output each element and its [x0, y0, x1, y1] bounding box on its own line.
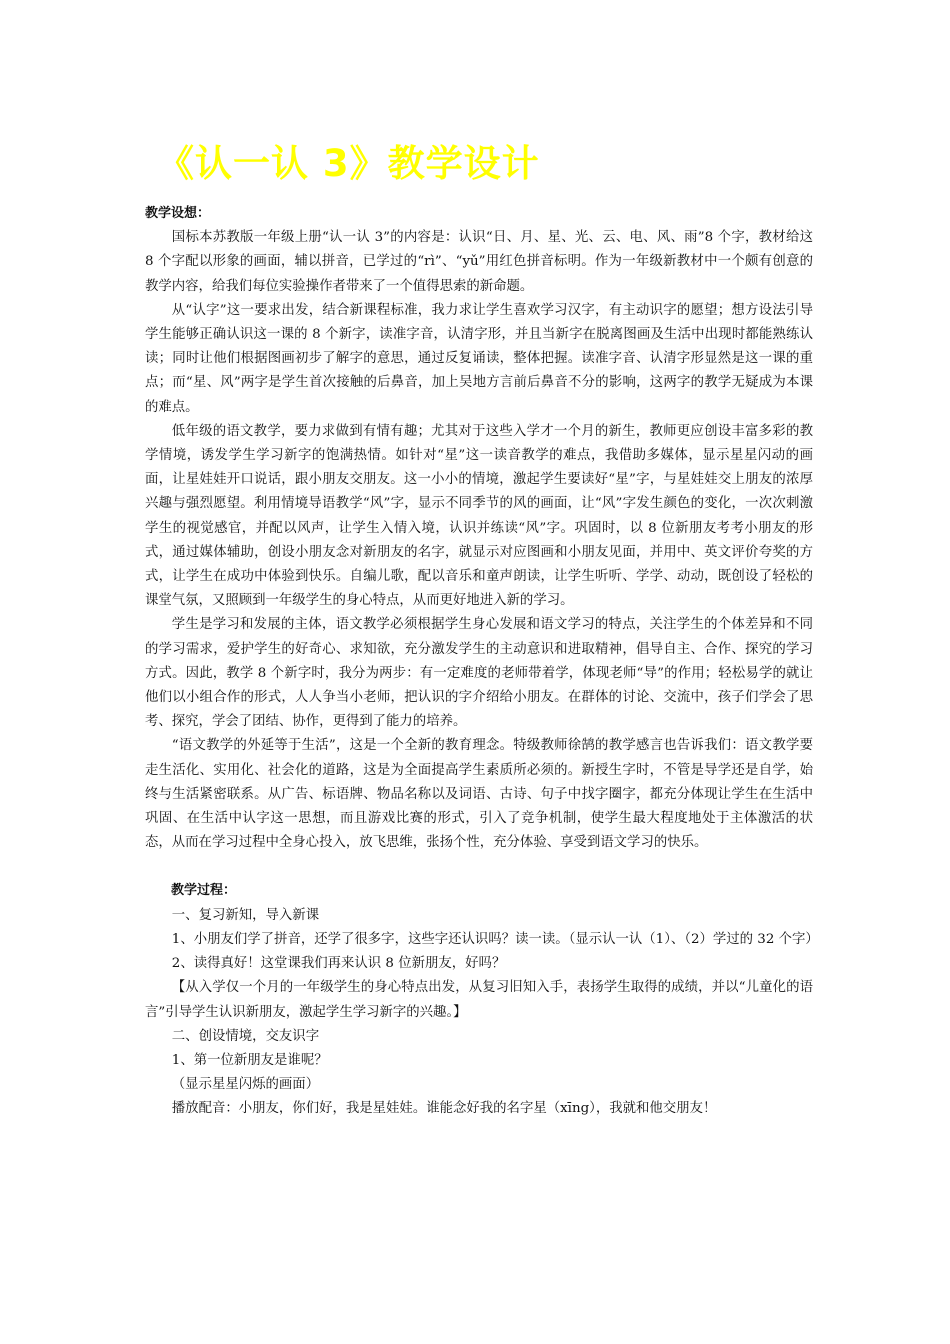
- paragraph: 学生是学习和发展的主体，语文教学必须根据学生身心发展和语文学习的特点，关注学生的个体差异和不同的学习需求，爱护学生的好奇心、求知欲，充分激发学生的主动意识和进取精神，倡导自主、合作、探究的学习方式。因此，教学 8 个新字时，我分为两步：有一定难度的老师带着学，体现老师“导”的作用；轻松易学的就让他们以小组合作的形式，人人争当小老师，把认识的字介绍给小朋友。在群体的讨论、交流中，孩子们学会了思考、探究，学会了团结、协作，更得到了能力的培养。: [145, 617, 813, 730]
- paragraph: 低年级的语文教学，要力求做到有情有趣；尤其对于这些入学才一个月的新生，教师更应创设丰富多彩的教学情境，诱发学生学习新字的饱满热情。如针对“星”这一读音教学的难点，我借助多媒体，显示星星闪动的画面，让星娃娃开口说话，跟小朋友交朋友。这一小小的情境，激起学生要读好“星”字，与星娃娃交上朋友的浓厚兴趣与强烈愿望。利用情境导语教学“风”字，显示不同季节的风的画面，让“风”字发生颜色的变化，一次次刺激学生的视觉感官，并配以风声，让学生入情入境，认识并练读“风”字。巩固时，以 8 位新朋友考考小朋友的形式，通过媒体辅助，创设小朋友念对新朋友的名字，就显示对应图画和小朋友见面，并用中、英文评价夸奖的方式，让学生在成功中体验到快乐。自编儿歌，配以音乐和童声朗读，让学生听听、学学、动动，既创设了轻松的课堂气氛，又照顾到一年级学生的身心特点，从而更好地进入新的学习。: [145, 423, 813, 609]
- section-heading-design: 教学设想：: [145, 206, 211, 221]
- paragraph: 从“认字”这一要求出发，结合新课程标准，我力求让学生喜欢学习汉字，有主动识字的愿望；想方设法引导学生能够正确认识这一课的 8 个新字，读准字音，认清字形，并且当新字在脱离图画及生活中出现时都能熟练认读；同时让他们根据图画初步了解字的意思，通过反复诵读，整体把握。读准字音、认清字形显然是这一课的重点；而“星、风”两字是学生首次接触的后鼻音，加上吴地方言前后鼻音不分的影响，这两字的教学无疑成为本课的难点。: [145, 302, 813, 415]
- document-page: [145, 140, 819, 1122]
- document-title: 《认一认 3》教学设计: [157, 142, 540, 185]
- spacer: [145, 855, 813, 879]
- process-step: 二、创设情境，交友识字: [171, 1028, 320, 1044]
- process-step: 播放配音：小朋友，你们好，我是星娃娃。谁能念好我的名字星（xīng），我就和他交朋友！: [171, 1101, 717, 1117]
- process-step: 1、第一位新朋友是谁呢？: [171, 1052, 328, 1068]
- paragraph: “语文教学的外延等于生活”，这是一个全新的教育理念。特级教师徐鹄的教学感言也告诉我们：语文教学要走生活化、实用化、社会化的道路，这是为全面提高学生素质所必须的。新授生字时，不管是导学还是自学，始终与生活紧密联系。从广告、标语牌、物品名称以及词语、古诗、句子中找字圈字，都充分体现让学生在生活中巩固、在生活中认字这一思想，而且游戏比赛的形式，引入了竞争机制，使学生最大程度地处于主体激活的状态，从而在学习过程中全身心投入，放飞思维，张扬个性，充分体验、享受到语文学习的快乐。: [145, 738, 813, 851]
- process-step: 2、读得真好！这堂课我们再来认识 8 位新朋友，好吗？: [171, 956, 506, 972]
- process-step: 1、小朋友们学了拼音，还学了很多字，这些字还认识吗？读一读。（显示认一认（1）、（2）学过的 32 个字）: [171, 931, 819, 947]
- section-heading-process: 教学过程：: [171, 883, 237, 899]
- process-step: 一、复习新知，导入新课: [171, 907, 320, 923]
- paragraph: 国标本苏教版一年级上册“认一认 3”的内容是：认识“日、月、星、光、云、电、风、雨”8 个字，教材给这 8 个字配以形象的画面，辅以拼音，已学过的“rì”、“yǔ”用红色拼音标明。作为一年级新教材中一个颇有创意的教学内容，给我们每位实验操作者带来了一个值得思索的新命题。: [145, 230, 813, 294]
- process-step: （显示星星闪烁的画面）: [171, 1077, 320, 1093]
- process-note: 【从入学仅一个月的一年级学生的身心特点出发，从复习旧知入手，表扬学生取得的成绩，并以“儿童化的语言”引导学生认识新朋友，激起学生学习新字的兴趣。】: [145, 980, 813, 1020]
